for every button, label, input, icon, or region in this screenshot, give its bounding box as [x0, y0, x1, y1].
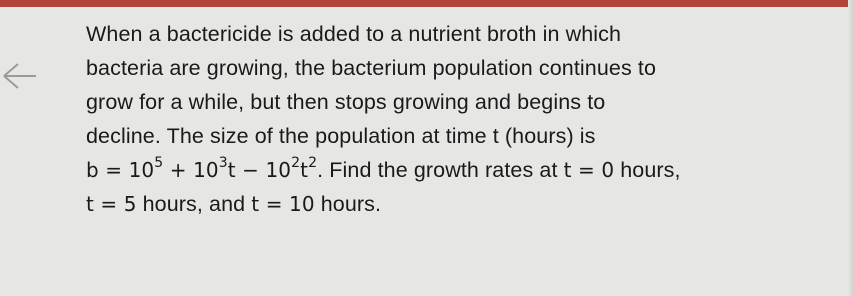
population-formula: $b = 10^5 + 10^3t - 10^2t^2$ — [86, 155, 318, 182]
problem-statement — [86, 17, 846, 221]
problem-line-4: decline. The size of the population at time t (hours) is — [86, 124, 596, 148]
problem-line-5 — [86, 153, 846, 187]
growth-rate-instruction: . Find the growth rates at — [317, 158, 564, 182]
problem-line-1: When a bactericide is added to a nutrient broth in which — [86, 22, 622, 46]
problem-line-3: grow for a while, but then stops growing and begins to — [86, 90, 606, 114]
time-value-0: t = 0 — [563, 158, 615, 182]
arrow-left-icon[interactable] — [0, 52, 38, 100]
hours-end-label: hours. — [314, 192, 382, 216]
hours-and-label: hours, and — [136, 192, 252, 216]
page-edge-shadow — [848, 0, 854, 296]
problem-line-2: bacteria are growing, the bacterium population continues to — [86, 56, 657, 80]
problem-line-6 — [86, 187, 846, 221]
time-value-10: t = 10 — [251, 192, 315, 216]
time-value-5: t = 5 — [86, 192, 137, 216]
top-accent-bar — [0, 0, 854, 7]
hours-label-1: hours, — [614, 158, 681, 182]
